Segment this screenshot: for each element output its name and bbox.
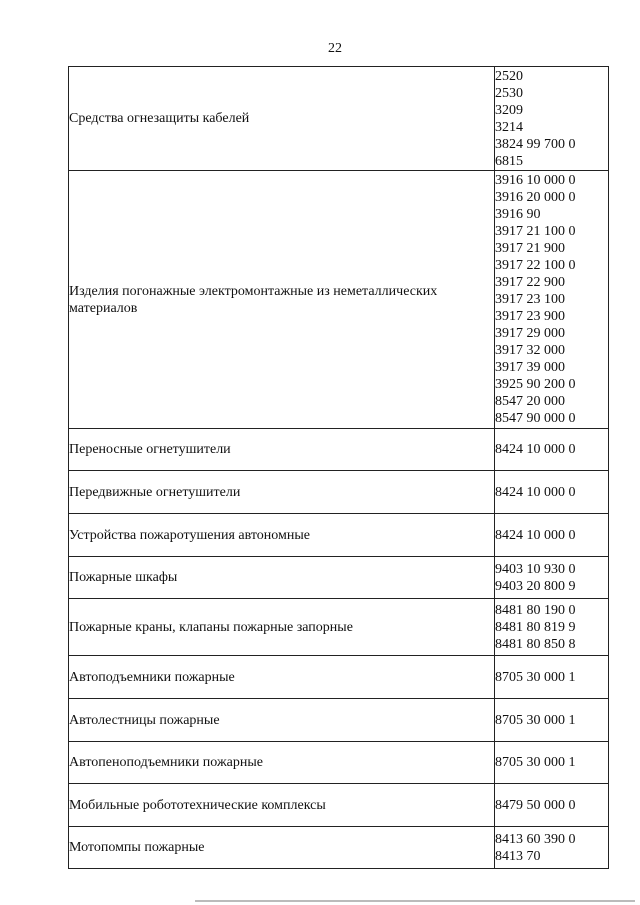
tnved-code-cell — [495, 699, 609, 742]
tnved-code: 3917 29 000 — [495, 326, 565, 341]
product-code-table — [68, 66, 609, 869]
tnved-code: 8481 80 190 0 — [495, 602, 576, 618]
tnved-code: 3916 10 000 0 — [495, 173, 576, 188]
tnved-code-cell — [495, 429, 609, 471]
table-row — [69, 599, 609, 656]
tnved-code-cell — [495, 557, 609, 599]
table-row — [69, 784, 609, 827]
tnved-code: 9403 20 800 9 — [495, 578, 576, 594]
tnved-code: 3917 21 900 — [495, 241, 565, 256]
tnved-code: 3824 99 700 0 — [495, 136, 576, 152]
product-name-cell: Переносные огнетушители — [69, 429, 495, 471]
tnved-code: 3925 90 200 0 — [495, 377, 576, 392]
tnved-code: 3917 21 100 0 — [495, 224, 576, 239]
tnved-code-cell — [495, 599, 609, 656]
tnved-code: 3214 — [495, 119, 523, 135]
tnved-code: 3209 — [495, 102, 523, 118]
table-body — [69, 67, 609, 869]
product-name-cell: Автолестницы пожарные — [69, 699, 495, 742]
page-number: 22 — [328, 41, 342, 56]
table-row — [69, 171, 609, 429]
tnved-code: 2520 — [495, 68, 523, 84]
tnved-code: 8705 30 000 1 — [495, 755, 576, 770]
tnved-code: 8705 30 000 1 — [495, 669, 576, 685]
product-name-cell: Мобильные робототехнические комплексы — [69, 784, 495, 827]
tnved-code-cell — [495, 656, 609, 699]
product-name-cell: Устройства пожаротушения автономные — [69, 514, 495, 557]
tnved-code: 8424 10 000 0 — [495, 442, 576, 457]
table-row — [69, 514, 609, 557]
tnved-code: 8413 60 390 0 — [495, 831, 576, 847]
tnved-code: 8547 20 000 — [495, 394, 565, 409]
table-row — [69, 699, 609, 742]
tnved-code-cell — [495, 171, 609, 429]
tnved-code: 8547 90 000 0 — [495, 411, 576, 426]
product-name-cell: Мотопомпы пожарные — [69, 827, 495, 869]
scan-edge-line — [195, 900, 635, 902]
table-row — [69, 471, 609, 514]
tnved-code-cell — [495, 471, 609, 514]
tnved-code: 3917 23 900 — [495, 309, 565, 324]
product-name-cell: Передвижные огнетушители — [69, 471, 495, 514]
tnved-code: 8413 70 — [495, 848, 541, 864]
tnved-code: 8705 30 000 1 — [495, 712, 576, 728]
tnved-code-cell — [495, 784, 609, 827]
tnved-code-cell — [495, 827, 609, 869]
tnved-code-cell — [495, 514, 609, 557]
tnved-code: 8479 50 000 0 — [495, 797, 576, 813]
product-name-cell: Автопеноподъемники пожарные — [69, 742, 495, 784]
table-row — [69, 429, 609, 471]
product-name-cell: Изделия погонажные электромонтажные из неметаллических материалов — [69, 171, 495, 429]
tnved-code: 3917 22 100 0 — [495, 258, 576, 273]
tnved-code: 6815 — [495, 153, 523, 169]
table-row — [69, 67, 609, 171]
product-name-cell: Автоподъемники пожарные — [69, 656, 495, 699]
tnved-code: 8481 80 850 8 — [495, 636, 576, 652]
table-row — [69, 557, 609, 599]
table-row — [69, 827, 609, 869]
tnved-code: 9403 10 930 0 — [495, 561, 576, 577]
tnved-code: 3917 23 100 — [495, 292, 565, 307]
product-name-cell: Средства огнезащиты кабелей — [69, 67, 495, 171]
tnved-code: 8424 10 000 0 — [495, 484, 576, 500]
tnved-code: 3917 39 000 — [495, 360, 565, 375]
tnved-code: 3916 20 000 0 — [495, 190, 576, 205]
table-row — [69, 656, 609, 699]
tnved-code: 3917 22 900 — [495, 275, 565, 290]
tnved-code: 8424 10 000 0 — [495, 527, 576, 543]
product-name-cell: Пожарные шкафы — [69, 557, 495, 599]
tnved-code: 3917 32 000 — [495, 343, 565, 358]
table-row — [69, 742, 609, 784]
tnved-code: 3916 90 — [495, 207, 541, 222]
tnved-code-cell — [495, 67, 609, 171]
tnved-code-cell — [495, 742, 609, 784]
tnved-code: 2530 — [495, 85, 523, 101]
tnved-code: 8481 80 819 9 — [495, 619, 576, 635]
product-name-cell: Пожарные краны, клапаны пожарные запорные — [69, 599, 495, 656]
